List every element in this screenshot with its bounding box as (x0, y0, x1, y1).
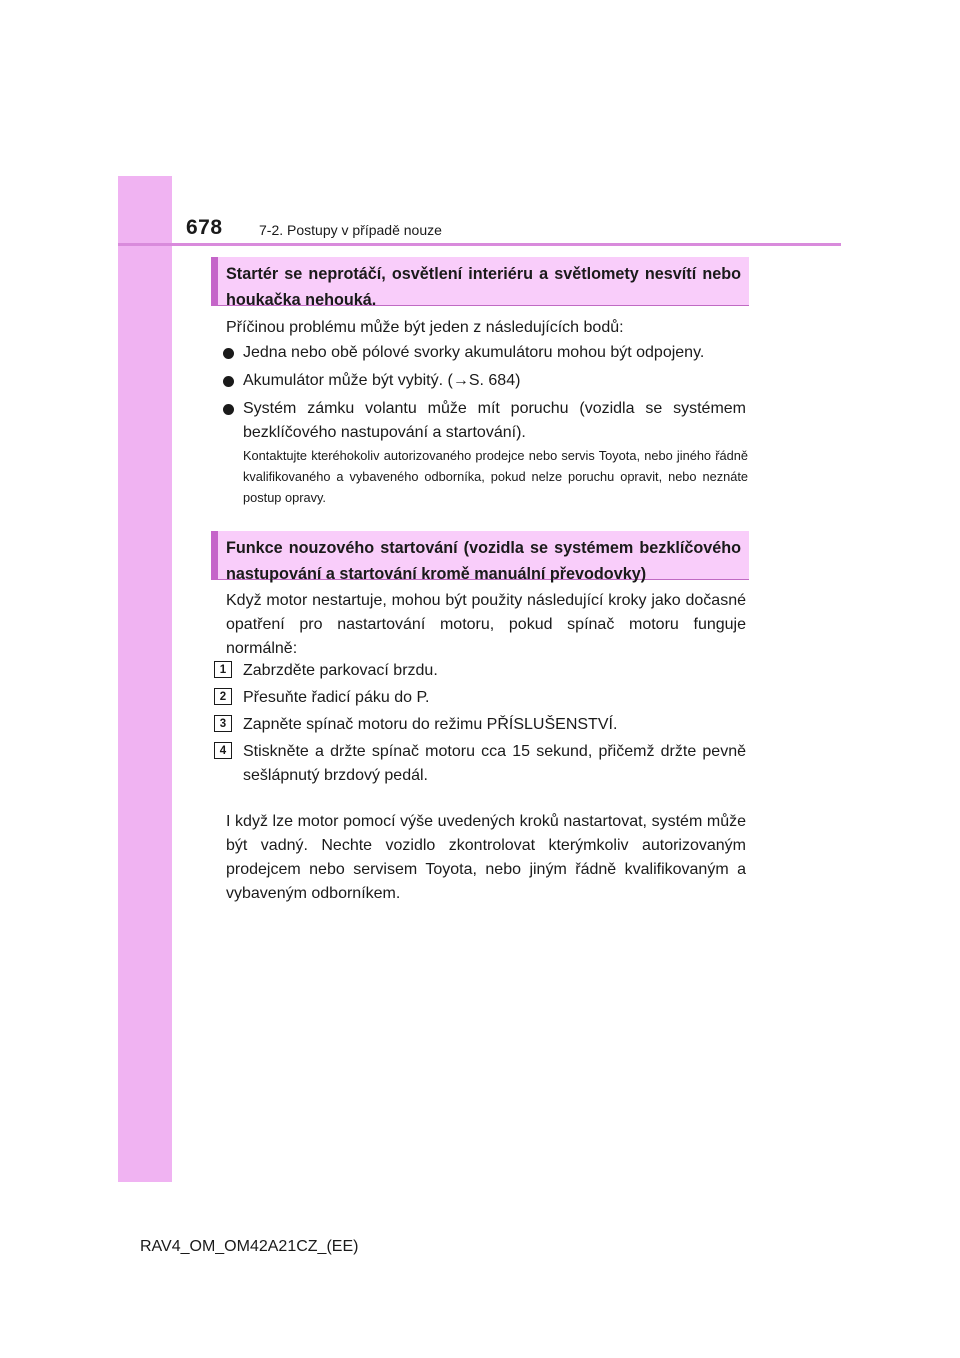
bullet-icon (223, 376, 234, 387)
step-item (214, 686, 746, 710)
section2-closing: I když lze motor pomocí výše uvedených kroků nastartovat, systém může být vadný. Nechte vozidlo zkontrolovat kterýmkoliv autorizovaným prodejcem nebo servisem Toyota, nebo jiným řádně kvalifikovaným a vybaveným odborníkem. (226, 813, 746, 902)
bullet-icon (223, 348, 234, 359)
list-item (223, 341, 746, 365)
list-item-text: Akumulátor může být vybitý. (→S. 684) (243, 372, 521, 389)
list-item-text: Systém zámku volantu může mít poruchu (vozidla se systémem bezklíčového nastupování a startování). (243, 400, 746, 441)
step-text: Zapněte spínač motoru do režimu PŘÍSLUŠENSTVÍ. (243, 716, 618, 733)
step-number: 3 (214, 715, 232, 732)
step-text: Zabrzděte parkovací brzdu. (243, 662, 438, 679)
step-text: Stiskněte a držte spínač motoru cca 15 sekund, přičemž držte pevně sešlápnutý brzdový pedál. (243, 743, 746, 784)
step-number: 2 (214, 688, 232, 705)
bullet-icon (223, 404, 234, 415)
list-item (223, 397, 746, 445)
chapter-title: 7-2. Postupy v případě nouze (259, 222, 442, 238)
section2-intro: Když motor nestartuje, mohou být použity následující kroky jako dočasné opatření pro nastartování motoru, pokud spínač motoru funguje normálně: (226, 592, 746, 657)
step-item (214, 740, 746, 788)
step-number: 1 (214, 661, 232, 678)
service-note: Kontaktujte kteréhokoliv autorizovaného prodejce nebo servis Toyota, nebo jiného řádně kvalifikovaného a vybaveného odborníka, pokud nelze poruchu opravit, nebo neznáte postup opravy. (243, 448, 748, 505)
step-item (214, 713, 746, 737)
step-text: Přesuňte řadicí páku do P. (243, 689, 430, 706)
side-tab-strip (118, 176, 172, 1182)
page-number: 678 (186, 216, 223, 239)
list-item-text: Jedna nebo obě pólové svorky akumulátoru mohou být odpojeny. (243, 344, 705, 361)
list-item (223, 369, 746, 393)
step-item (214, 659, 746, 683)
step-number: 4 (214, 742, 232, 759)
section-heading-starter: Startér se neprotáčí, osvětlení interiéru a světlomety nesvítí nebo houkačka nehouká. (211, 257, 749, 306)
section1-intro: Příčinou problému může být jeden z následujících bodů: (226, 319, 624, 336)
section-heading-emergency-start: Funkce nouzového startování (vozidla se systémem bezklíčového nastupování a startování kromě manuální převodovky) (211, 531, 749, 580)
header-divider (118, 243, 841, 246)
document-code: RAV4_OM_OM42A21CZ_(EE) (140, 1238, 359, 1255)
